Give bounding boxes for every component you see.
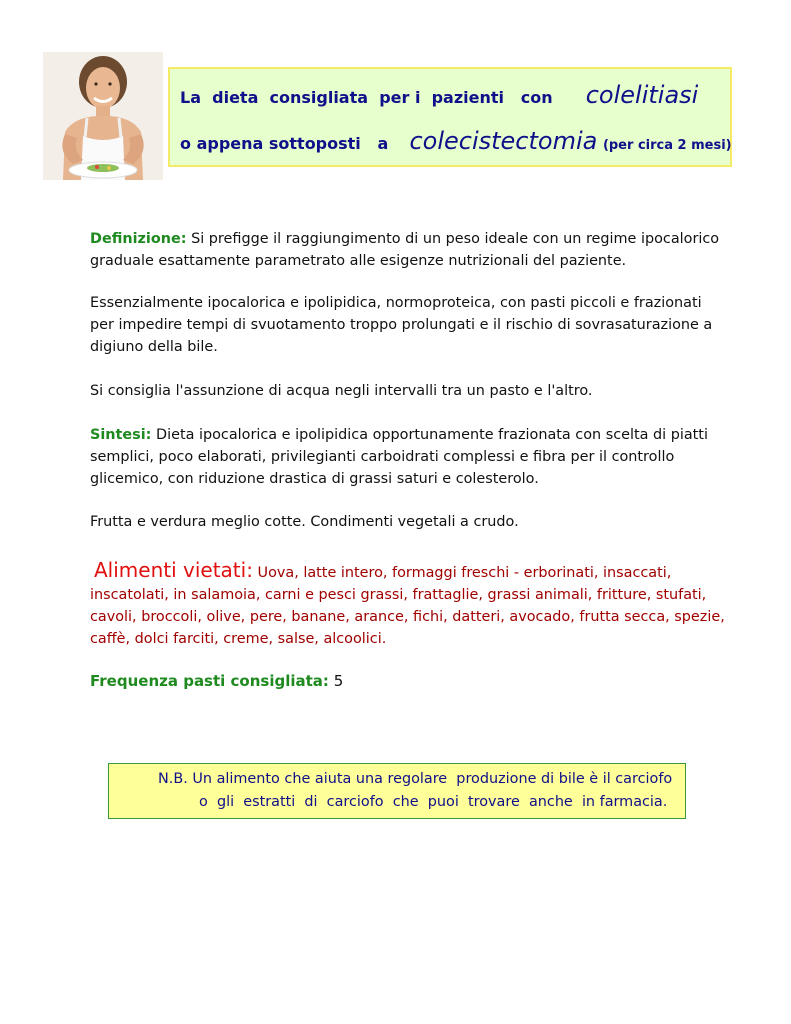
fruit-paragraph: Frutta e verdura meglio cotte. Condimenti vegetali a crudo. xyxy=(90,514,519,530)
frequenza-value: 5 xyxy=(333,672,344,690)
alimenti-vietati-text: Uova, latte intero, formaggi freschi - erborinati, insaccati, inscatolati, in salamoia, carni e pesci grassi, frattaglie, grassi animali, fritture, stufati, cavoli, broccoli, olive, pere, banane, arance, fichi, datteri, avocado, frutta secca, spezie, caffè, dolci farciti, creme, salse, alcoolici. xyxy=(90,565,725,647)
nb-line-1-text: Un alimento che aiuta una regolare produzione di bile è il carciofo xyxy=(192,771,673,787)
title-duration-note: (per circa 2 mesi) xyxy=(602,138,732,153)
alimenti-vietati-label: Alimenti vietati: xyxy=(94,558,253,582)
sintesi-text: Dieta ipocalorica e ipolipidica opportunamente frazionata con scelta di piatti semplici, poco elaborati, privilegianti carboidrati complessi e fibra per il controllo glicemico, con riduzione drastica di grassi saturi e colesterolo. xyxy=(90,427,708,487)
definizione-label: Definizione: xyxy=(90,231,187,247)
title-line-2-prefix: o appena sottoposti a xyxy=(180,134,389,153)
alimenti-vietati-paragraph xyxy=(90,559,730,650)
frequenza-paragraph xyxy=(90,670,730,692)
nb-label: N.B. xyxy=(158,771,188,787)
title-term-colelitiasi: colelitiasi xyxy=(585,81,699,109)
composition-paragraph: Essenzialmente ipocalorica e ipolipidica, normoproteica, con pasti piccoli e frazionati per impedire tempi di svuotamento troppo prolungati e il rischio di sovrasaturazione a digiuno della bile. xyxy=(90,295,713,355)
water-paragraph: Si consiglia l'assunzione di acqua negli intervalli tra un pasto e l'altro. xyxy=(90,383,593,399)
nb-box xyxy=(108,763,686,819)
definizione-paragraph xyxy=(90,228,730,272)
title-line-1 xyxy=(180,81,698,109)
nb-line-2: o gli estratti di carciofo che puoi trovare anche in farmacia. xyxy=(199,794,668,810)
title-box xyxy=(168,67,732,167)
title-term-colecistectomia: colecistectomia xyxy=(409,127,598,155)
frequenza-label: Frequenza pasti consigliata: xyxy=(90,672,329,690)
sintesi-paragraph xyxy=(90,424,730,490)
woman-eating-illustration xyxy=(43,52,163,180)
nb-line-1 xyxy=(158,771,672,787)
title-line-1-prefix: La dieta consigliata per i pazienti con xyxy=(180,88,553,107)
woman-eating-photo xyxy=(43,52,163,180)
title-line-2 xyxy=(180,127,732,155)
sintesi-label: Sintesi: xyxy=(90,427,152,443)
definizione-text: Si prefigge il raggiungimento di un peso ideale con un regime ipocalorico graduale esattamente parametrato alle esigenze nutrizionali del paziente. xyxy=(90,231,720,269)
